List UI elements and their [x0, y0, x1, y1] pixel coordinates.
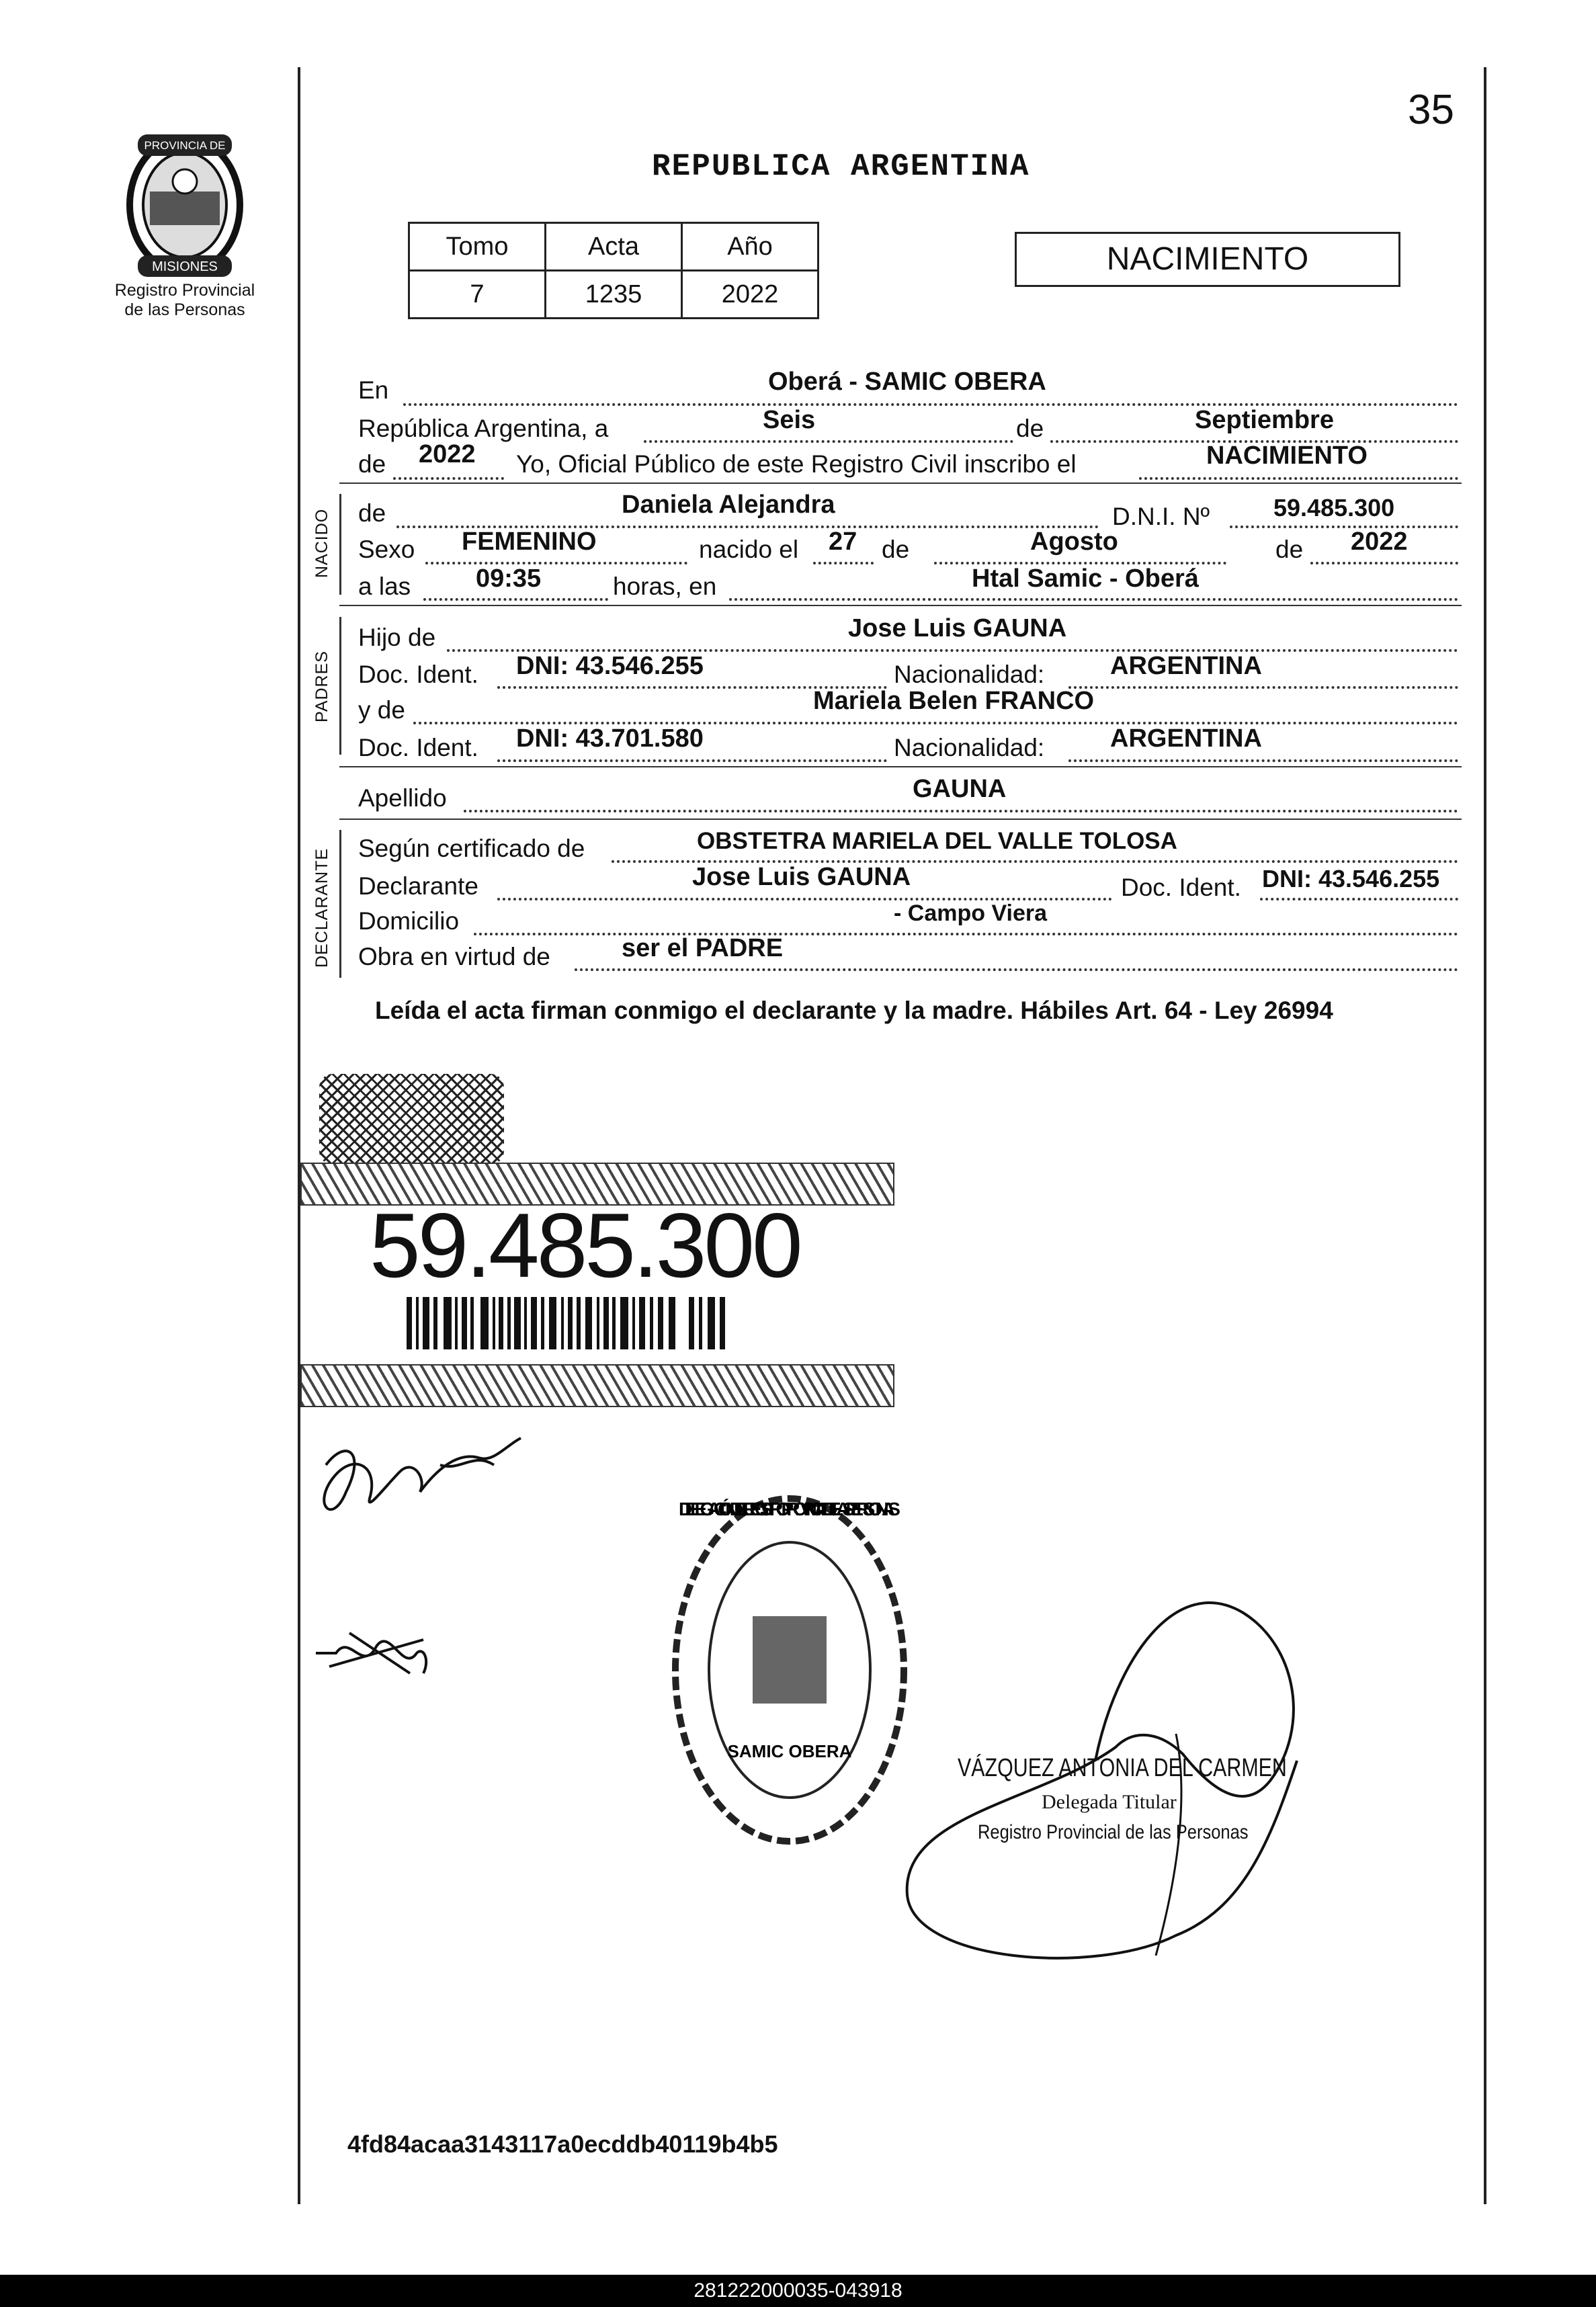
mother-signature [309, 1620, 437, 1693]
surname: GAUNA [913, 775, 1007, 803]
left-margin-line [298, 67, 300, 2204]
table-cell: 7 [409, 271, 546, 319]
section-divider [339, 819, 1462, 820]
dotted-line [1068, 759, 1458, 762]
declarant-name: Jose Luis GAUNA [692, 863, 911, 891]
table-header: Año [682, 223, 818, 271]
country-title: REPUBLICA ARGENTINA [652, 149, 1030, 184]
father-name: Jose Luis GAUNA [848, 614, 1067, 642]
dotted-line [425, 562, 687, 564]
declarante-label: Declarante [358, 872, 478, 900]
birth-month: Agosto [1030, 528, 1118, 556]
alas-label: a las [358, 573, 411, 600]
declarant-address: - Campo Viera [894, 900, 1048, 926]
province-crest-logo [118, 128, 252, 289]
dotted-line [729, 598, 1458, 601]
doc-ident-label: Doc. Ident. [358, 734, 478, 761]
dotted-line [393, 477, 504, 480]
mother-nationality: ARGENTINA [1110, 724, 1262, 753]
hijo-label: Hijo de [358, 624, 436, 651]
page-number: 35 [1408, 87, 1454, 133]
official-role: Delegada Titular [1042, 1791, 1177, 1813]
dotted-line [497, 759, 887, 762]
right-margin-line [1484, 67, 1486, 2204]
closing-statement: Leída el acta firman conmigo el declarante y la madre. Hábiles Art. 64 - Ley 26994 [375, 997, 1333, 1024]
sexo-label: Sexo [358, 536, 415, 563]
dotted-line [464, 810, 1458, 812]
padres-section-label: PADRES [312, 651, 331, 722]
svg-text:PROVINCIA DE: PROVINCIA DE [144, 139, 226, 152]
official-name: VÁZQUEZ ANTONIA DEL CARMEN [958, 1754, 1287, 1782]
document-hash: 4fd84acaa3143117a0ecddb40119b4b5 [347, 2130, 778, 2158]
svg-text:DELEGACIÓN DEL REGISTRO PROVIN: DELEGACIÓN DEL REGISTRO PROVINCIAL DE LAS PERSONAS [679, 1499, 900, 1519]
birth-place: Htal Samic - Oberá [972, 564, 1199, 593]
yde-label: y de [358, 696, 405, 724]
father-document: DNI: 43.546.255 [516, 652, 704, 680]
declarant-signature [306, 1425, 534, 1532]
certificado-label: Según certificado de [358, 835, 585, 862]
obra-label: Obra en virtud de [358, 943, 550, 970]
declarant-document: DNI: 43.546.255 [1262, 865, 1440, 892]
section-bracket [339, 617, 341, 755]
father-nationality: ARGENTINA [1110, 652, 1262, 680]
security-hologram [319, 1074, 504, 1165]
domicilio-label: Domicilio [358, 907, 460, 935]
section-bracket [339, 830, 341, 978]
birth-time: 09:35 [476, 564, 542, 593]
svg-text:SAMIC OBERA: SAMIC OBERA [727, 1741, 852, 1761]
dni-stamp-number: 59.485.300 [370, 1194, 800, 1296]
nacionalidad-label: Nacionalidad: [894, 734, 1045, 761]
svg-text:MISIONES: MISIONES [152, 259, 218, 274]
dotted-line [1139, 477, 1458, 480]
mother-name: Mariela Belen FRANCO [813, 687, 1095, 715]
nacido-section-label: NACIDO [312, 508, 331, 578]
en-label: En [358, 376, 389, 404]
mother-document: DNI: 43.701.580 [516, 724, 704, 753]
nacionalidad-label: Nacionalidad: [894, 661, 1045, 688]
dotted-line [423, 598, 608, 601]
certificate-issuer: OBSTETRA MARIELA DEL VALLE TOLOSA [697, 828, 1177, 854]
birth-day: 27 [829, 528, 857, 556]
tomo-acta-ano-table [408, 222, 819, 319]
registry-name: Registro Provincial de las Personas [114, 281, 255, 319]
dni-label: D.N.I. Nº [1112, 503, 1210, 530]
de-label: de [358, 450, 386, 478]
official-seal [665, 1488, 914, 1851]
dotted-line [1068, 686, 1458, 689]
registry-act-type: NACIMIENTO [1206, 442, 1368, 470]
birth-year: 2022 [1351, 528, 1408, 556]
declarant-capacity: ser el PADRE [622, 934, 784, 962]
section-bracket [339, 494, 341, 595]
table-cell: 1235 [546, 271, 682, 319]
horas-label: horas, en [613, 573, 717, 600]
dotted-line [1230, 526, 1458, 528]
de-label: de [882, 536, 910, 563]
barcode [407, 1297, 729, 1349]
dotted-line [575, 968, 1458, 971]
doc-ident-label: Doc. Ident. [1121, 874, 1241, 901]
nacido-label: nacido el [699, 536, 799, 563]
place-of-registry: Oberá - SAMIC OBERA [768, 368, 1046, 396]
registry-month: Septiembre [1195, 406, 1334, 434]
dotted-line [1260, 898, 1458, 900]
child-dni: 59.485.300 [1273, 494, 1395, 521]
dotted-line [813, 562, 874, 564]
document-type-box: NACIMIENTO [1015, 232, 1400, 287]
dotted-line [1310, 562, 1458, 564]
declarante-section-label: DECLARANTE [312, 847, 331, 968]
de-label: de [1275, 536, 1304, 563]
apellido-label: Apellido [358, 784, 447, 812]
republica-label: República Argentina, a [358, 415, 609, 442]
child-sex: FEMENINO [462, 528, 597, 556]
security-band-bottom [300, 1364, 894, 1407]
de-label: de [1016, 415, 1044, 442]
table-cell: 2022 [682, 271, 818, 319]
registry-day: Seis [763, 406, 816, 434]
doc-ident-label: Doc. Ident. [358, 661, 478, 688]
inscribo-text: Yo, Oficial Público de este Registro Civil inscribo el [516, 450, 1077, 478]
section-divider [339, 483, 1462, 484]
section-divider [339, 766, 1462, 767]
de-label: de [358, 499, 386, 527]
footer-code: 281222000035-043918 [0, 2275, 1596, 2307]
official-organization: Registro Provincial de las Personas [978, 1821, 1249, 1843]
child-name: Daniela Alejandra [622, 491, 835, 519]
registry-year: 2022 [419, 440, 476, 468]
dotted-line [644, 440, 1013, 443]
table-header: Tomo [409, 223, 546, 271]
section-divider [339, 605, 1462, 606]
table-header: Acta [546, 223, 682, 271]
